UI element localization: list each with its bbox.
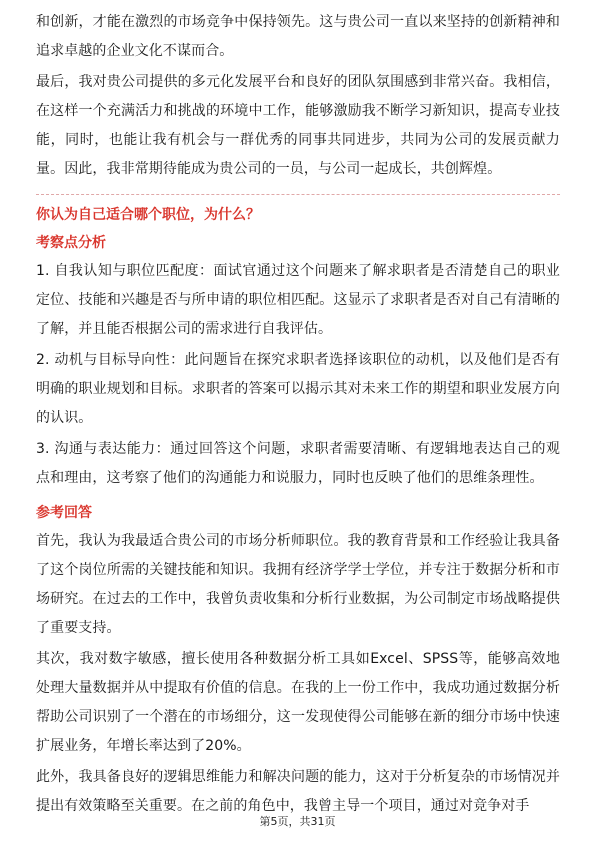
intro-paragraph: 最后，我对贵公司提供的多元化发展平台和良好的团队氛围感到非常兴奋。我相信，在这样一个充满活力和挑战的环境中工作，能够激励我不断学习新知识，提高专业技能，同时，也能让我有机会与一群优秀的同事共同进步，共同为公司的发展贡献力量。因此，我非常期待能成为贵公司的一员，与公司一起成长，共创辉煌。	[36, 74, 560, 177]
analysis-item: 3. 沟通与表达能力：通过回答这个问题，求职者需要清晰、有逻辑地表达自己的观点和理由，这考察了他们的沟通能力和说服力，同时也反映了他们的思维条理性。	[36, 441, 560, 486]
reference-paragraph: 其次，我对数字敏感，擅长使用各种数据分析工具如Excel、SPSS等，能够高效地处理大量数据并从中提取有价值的信息。在我的上一份工作中，我成功通过数据分析帮助公司识别了一个潜在的市场细分，这一发现使得公司能够在新的细分市场中快速扩展业务，年增长率达到了20%。	[36, 651, 560, 754]
reference-paragraph: 此外，我具备良好的逻辑思维能力和解决问题的能力，这对于分析复杂的市场情况并提出有效策略至关重要。在之前的角色中，我曾主导一个项目，通过对竞争对手	[36, 769, 560, 814]
analysis-item: 1. 自我认知与职位匹配度：面试官通过这个问题来了解求职者是否清楚自己的职业定位、技能和兴趣是否与所申请的职位相匹配。这显示了求职者是否对自己有清晰的了解，并且能否根据公司的需求进行自我评估。	[36, 263, 560, 337]
section-divider	[36, 194, 560, 195]
analysis-item: 2. 动机与目标导向性：此问题旨在探究求职者选择该职位的动机，以及他们是否有明确的职业规划和目标。求职者的答案可以揭示其对未来工作的期望和职业发展方向的认识。	[36, 352, 560, 426]
reference-paragraph: 首先，我认为我最适合贵公司的市场分析师职位。我的教育背景和工作经验让我具备了这个岗位所需的关键技能和知识。我拥有经济学学士学位，并专注于数据分析和市场研究。在过去的工作中，我曾负责收集和分析行业数据，为公司制定市场战略提供了重要支持。	[36, 533, 560, 636]
reference-answer-heading: 参考回答	[36, 505, 92, 521]
analysis-heading: 考察点分析	[36, 235, 106, 251]
intro-paragraph: 和创新，才能在激烈的市场竞争中保持领先。这与贵公司一直以来坚持的创新精神和追求卓越的企业文化不谋而合。	[36, 14, 560, 59]
question-heading: 你认为自己适合哪个职位，为什么？	[36, 207, 260, 223]
page-number-footer: 第5页，共31页	[259, 815, 336, 828]
document-page	[36, 8, 560, 821]
